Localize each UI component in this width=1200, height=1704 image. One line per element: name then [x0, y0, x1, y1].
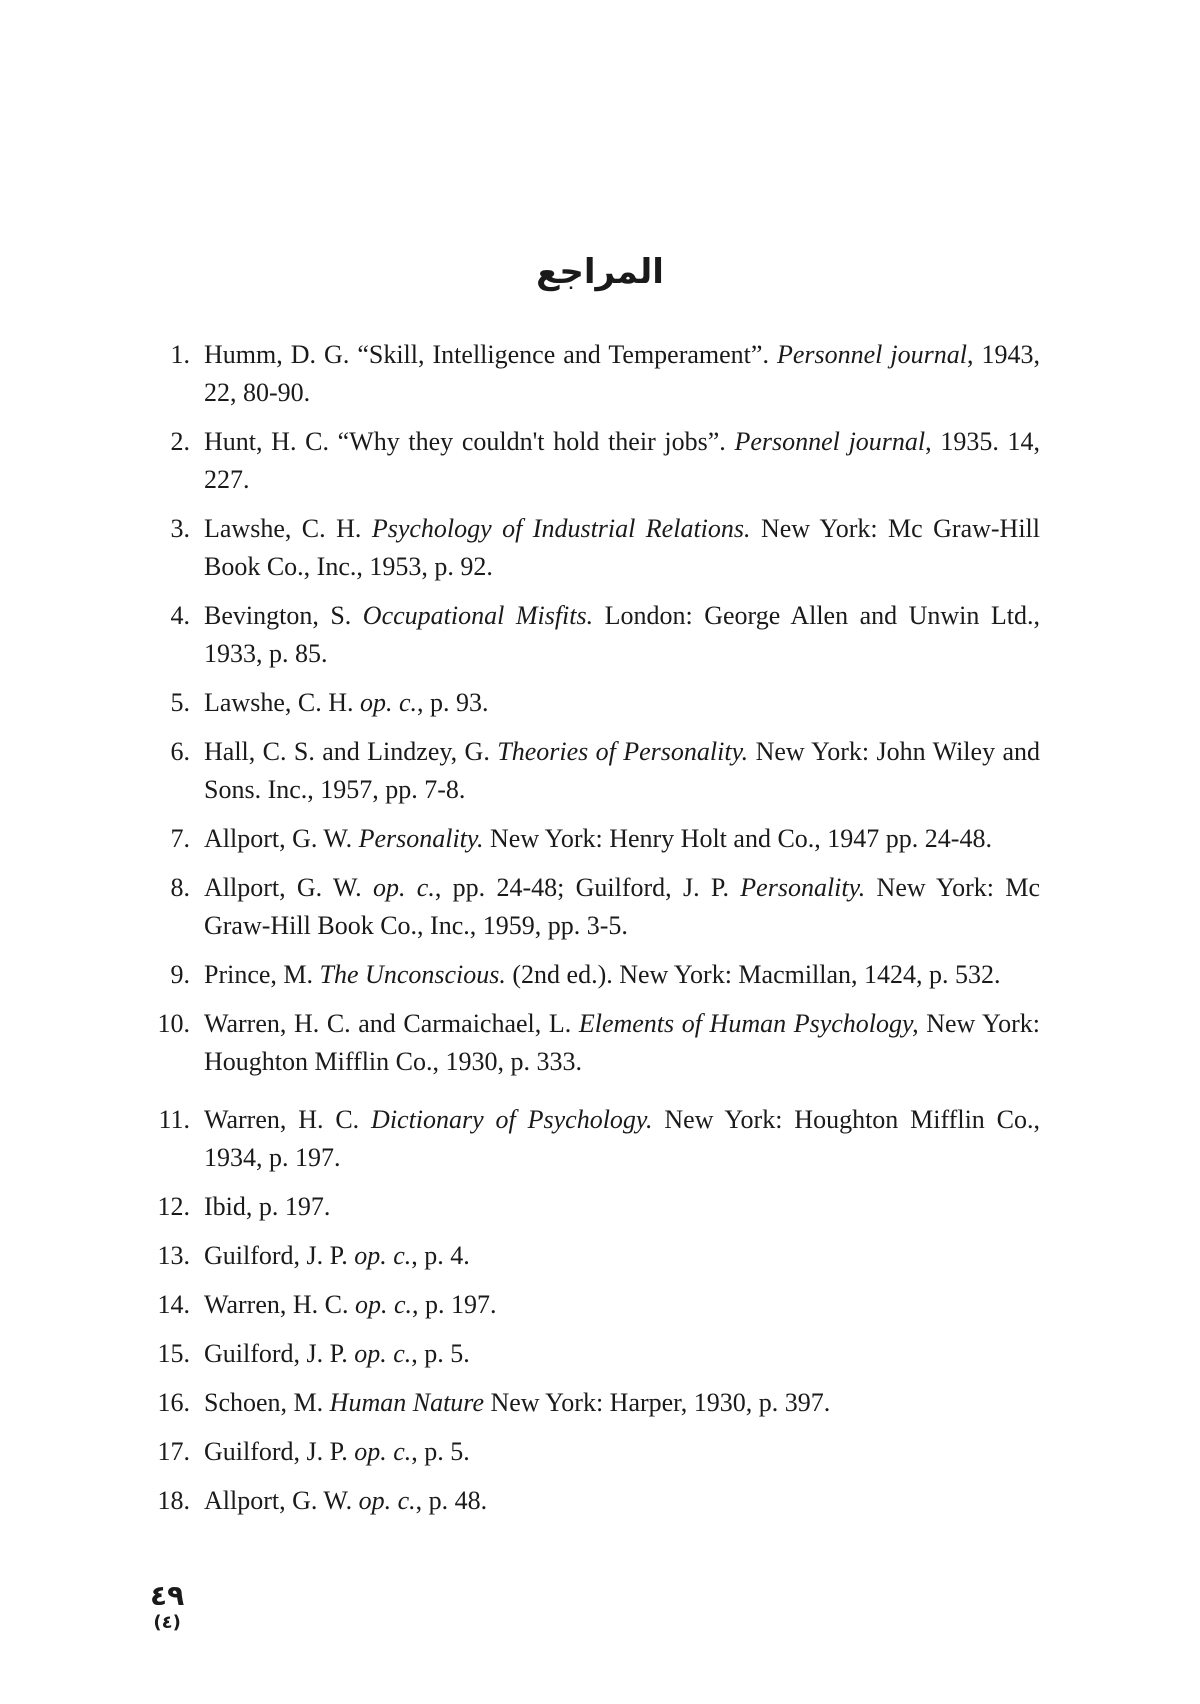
reference-title: op. c. [358, 1486, 416, 1515]
page-number: ٤٩ [150, 1579, 185, 1612]
reference-text [204, 510, 1040, 586]
reference-number: 1. [170, 340, 190, 369]
reference-number: 12. [157, 1192, 190, 1221]
reference-segment: Schoen, M. [204, 1388, 330, 1417]
reference-title: op. c. [354, 1339, 412, 1368]
reference-item [140, 1005, 1040, 1081]
reference-segment: Humm, D. G. “Skill, Intelligence and Temperament”. [204, 340, 777, 369]
reference-number: 8. [170, 873, 190, 902]
reference-segment: Lawshe, C. H. [204, 514, 372, 543]
reference-text [204, 733, 1040, 809]
reference-text [204, 869, 1040, 945]
reference-segment: Allport, G. W. [204, 824, 359, 853]
reference-title: Occupational Misfits. [362, 601, 594, 630]
reference-segment: Warren, H. C. and Carmaichael, L. [204, 1009, 579, 1038]
reference-item [140, 1482, 1040, 1520]
reference-text [204, 1433, 1040, 1471]
reference-number: 3. [170, 514, 190, 543]
reference-title: Personnel journal [776, 340, 967, 369]
reference-text [204, 1384, 1040, 1422]
reference-segment: Guilford, J. P. [204, 1339, 355, 1368]
reference-item [140, 820, 1040, 858]
reference-segment: Guilford, J. P. [204, 1241, 355, 1270]
reference-title: The Unconscious. [319, 960, 506, 989]
reference-segment: Allport, G. W. [204, 873, 373, 902]
reference-text [204, 684, 1040, 722]
reference-segment: , p. 5. [411, 1437, 470, 1466]
reference-item [140, 1188, 1040, 1226]
page-title: المراجع [536, 252, 664, 292]
reference-title: Personality. [740, 873, 866, 902]
reference-segment: Lawshe, C. H. [204, 688, 360, 717]
reference-text [204, 1482, 1040, 1520]
reference-text [204, 423, 1040, 499]
signature-mark: (٤) [153, 1612, 181, 1633]
reference-text [204, 1335, 1040, 1373]
reference-item [140, 1433, 1040, 1471]
reference-text [204, 956, 1040, 994]
reference-number: 6. [170, 737, 190, 766]
reference-segment: (2nd ed.). New York: Macmillan, 1424, p. 532. [505, 960, 1001, 989]
reference-item [140, 1335, 1040, 1373]
reference-segment: , p. 4. [411, 1241, 470, 1270]
reference-segment: Prince, M. [204, 960, 320, 989]
reference-title: Personality. [358, 824, 484, 853]
reference-title: op. c. [354, 1290, 413, 1319]
reference-segment: New York: Houghton Mifflin Co., 1930, p. 333. [204, 1009, 1040, 1076]
reference-number: 16. [157, 1388, 190, 1417]
reference-list [140, 336, 1040, 1531]
reference-title: Dictionary of Psychology. [371, 1105, 653, 1134]
reference-title: Elements of Human Psychology, [578, 1009, 919, 1038]
reference-title: Personnel journal [734, 427, 926, 456]
reference-number: 7. [170, 824, 190, 853]
reference-segment: Hunt, H. C. “Why they couldn't hold their jobs”. [204, 427, 735, 456]
reference-item [140, 869, 1040, 945]
reference-text [204, 1286, 1040, 1324]
reference-segment: , 1935. 14, 227. [204, 427, 1040, 494]
reference-text [204, 1237, 1040, 1275]
reference-title: op. c. [359, 688, 418, 717]
reference-segment: Guilford, J. P. [204, 1437, 355, 1466]
reference-segment: Bevington, S. [204, 601, 363, 630]
reference-item [140, 1237, 1040, 1275]
reference-number: 13. [157, 1241, 190, 1270]
reference-segment: London: George Allen and Unwin Ltd., 1933, p. 85. [204, 601, 1041, 668]
reference-text [204, 820, 1040, 858]
reference-title: Human Nature [329, 1388, 484, 1417]
reference-number: 9. [170, 960, 190, 989]
reference-item [140, 510, 1040, 586]
reference-segment: , p. 5. [411, 1339, 470, 1368]
reference-item [140, 1101, 1040, 1177]
reference-number: 4. [170, 601, 190, 630]
reference-item [140, 597, 1040, 673]
reference-segment: , p. 93. [417, 688, 489, 717]
reference-segment: Allport, G. W. [204, 1486, 359, 1515]
reference-item [140, 956, 1040, 994]
reference-number: 11. [158, 1105, 190, 1134]
reference-title: op. c. [354, 1241, 412, 1270]
reference-item [140, 336, 1040, 412]
reference-title: op. c. [372, 873, 435, 902]
reference-segment: Hall, C. S. and Lindzey, G. [204, 737, 498, 766]
reference-text [204, 336, 1040, 412]
reference-segment: Warren, H. C. [204, 1105, 372, 1134]
reference-item [140, 684, 1040, 722]
reference-segment: New York: Henry Holt and Co., 1947 pp. 24-48. [483, 824, 992, 853]
reference-text [204, 1188, 1040, 1226]
reference-item [140, 423, 1040, 499]
page-footer [150, 1579, 185, 1633]
reference-segment: New York: Houghton Mifflin Co., 1934, p. 197. [204, 1105, 1040, 1172]
reference-segment: Warren, H. C. [204, 1290, 355, 1319]
reference-number: 14. [157, 1290, 190, 1319]
reference-item [140, 733, 1040, 809]
reference-title: Psychology of Industrial Relations. [371, 514, 751, 543]
reference-segment: Ibid, p. 197. [204, 1192, 331, 1221]
reference-text [204, 1101, 1040, 1177]
reference-text [204, 597, 1040, 673]
reference-number: 5. [170, 688, 190, 717]
reference-number: 2. [170, 427, 190, 456]
reference-segment: New York: Harper, 1930, p. 397. [483, 1388, 831, 1417]
reference-item [140, 1384, 1040, 1422]
reference-segment: New York: John Wiley and Sons. Inc., 1957, pp. 7-8. [204, 737, 1040, 804]
reference-segment: , 1943, 22, 80-90. [204, 340, 1041, 407]
reference-title: op. c. [354, 1437, 412, 1466]
reference-number: 15. [157, 1339, 190, 1368]
reference-title: Theories of Personality. [497, 737, 749, 766]
reference-number: 17. [157, 1437, 190, 1466]
reference-segment: New York: Mc Graw-Hill Book Co., Inc., 1959, pp. 3-5. [204, 873, 1040, 940]
reference-segment: , pp. 24-48; Guilford, J. P. [434, 873, 741, 902]
reference-segment: New York: Mc Graw-Hill Book Co., Inc., 1953, p. 92. [204, 514, 1041, 581]
reference-number: 18. [157, 1486, 190, 1515]
reference-item [140, 1286, 1040, 1324]
reference-number: 10. [157, 1009, 190, 1038]
reference-segment: , p. 48. [415, 1486, 488, 1515]
reference-segment: , p. 197. [412, 1290, 497, 1319]
reference-text [204, 1005, 1040, 1081]
